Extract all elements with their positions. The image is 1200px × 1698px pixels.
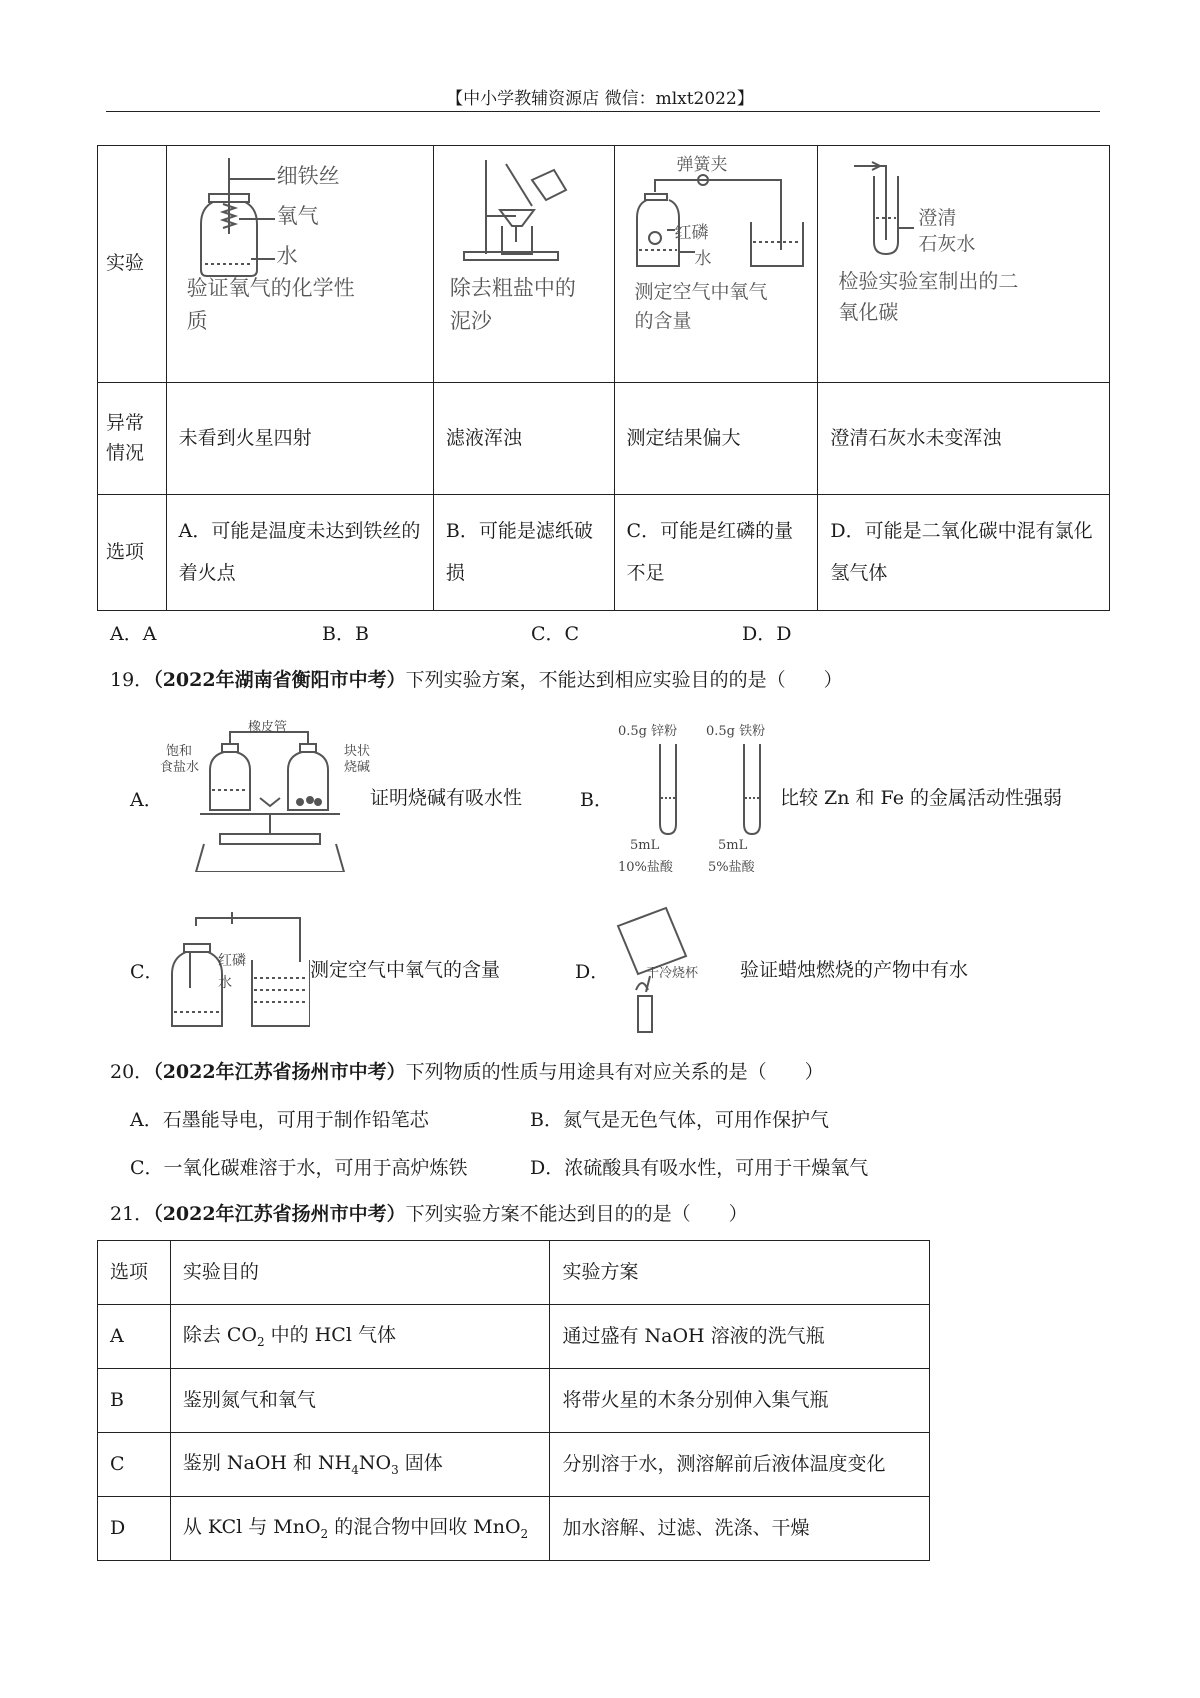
label-cold-beaker: 干冷烧杯: [646, 966, 699, 981]
experiment-cell-b: [433, 146, 614, 383]
abnormal-d: 澄清石灰水未变浑浊: [818, 383, 1110, 495]
experiment-caption-a: 验证氧气的化学性质: [186, 276, 355, 333]
q18-choice-b[interactable]: B．B: [322, 623, 369, 645]
abnormal-b: 滤液浑浊: [433, 383, 614, 495]
row-b-option: B: [98, 1369, 171, 1433]
row-d-goal: 从 KCl 与 MnO$_2$ 的混合物中回收 MnO$_2$: [170, 1497, 550, 1561]
q21-table: [97, 1240, 930, 1561]
row-b-plan: 将带火星的木条分别伸入集气瓶: [550, 1369, 930, 1433]
q18-choice-a[interactable]: A．A: [110, 623, 157, 645]
label-water-19c: 水: [218, 975, 232, 991]
label-red-phosphorus-c: 红磷: [218, 953, 246, 969]
row-a-plan: 通过盛有 NaOH 溶液的洗气瓶: [550, 1305, 930, 1369]
q19-stem: [110, 666, 843, 695]
label-clear: 澄清: [918, 207, 957, 229]
header-divider: [106, 111, 1100, 112]
header-option: 选项: [98, 1241, 171, 1305]
q21-number: 21．: [110, 1203, 154, 1225]
experiment-cell-c: [614, 146, 818, 383]
header-goal: 实验目的: [170, 1241, 550, 1305]
abnormal-c: 测定结果偏大: [614, 383, 818, 495]
q18-choice-d[interactable]: D．D: [742, 623, 792, 645]
q19-number: 19．: [110, 669, 154, 691]
label-iron-wire: 细铁丝: [276, 164, 340, 188]
row-b-goal: 鉴别氮气和氧气: [170, 1369, 550, 1433]
experiment-caption-b: 除去粗盐中的泥沙: [449, 276, 576, 333]
page-header: 【中小学教辅资源店 微信：mlxt2022】: [446, 89, 754, 109]
experiment-caption-c: 测定空气中氧气的含量: [634, 281, 768, 333]
test-tubes-diagram: [630, 740, 800, 850]
label-5ml-b: 5mL: [718, 838, 748, 853]
q19-option-a-letter[interactable]: A．: [130, 789, 163, 811]
filtration-diagram: [434, 146, 604, 382]
label-saturated: 饱和: [166, 744, 193, 759]
q19-option-d-text[interactable]: 验证蜡烛燃烧的产物中有水: [740, 959, 969, 981]
label-oxygen: 氧气: [276, 204, 319, 228]
label-spring-clamp: 弹簧夹: [676, 155, 728, 175]
experiment-cell-d: [818, 146, 1110, 383]
q20-option-c[interactable]: C．一氧化碳难溶于水，可用于高炉炼铁: [130, 1157, 468, 1179]
label-rubber-tube: 橡皮管: [248, 720, 288, 735]
header-plan: 实验方案: [550, 1241, 930, 1305]
experiment-cell-a: [166, 146, 433, 383]
row-d-plan: 加水溶解、过滤、洗涤、干燥: [550, 1497, 930, 1561]
abnormal-a: 未看到火星四射: [166, 383, 433, 495]
q20-option-a[interactable]: A．石墨能导电，可用于制作铅笔芯: [130, 1109, 429, 1131]
row-c-goal: 鉴别 NaOH 和 $NH_4NO_3$ 固体: [170, 1433, 550, 1497]
row-c-plan: 分别溶于水，测溶解前后液体温度变化: [550, 1433, 930, 1497]
label-salt-water: 食盐水: [160, 760, 200, 775]
q18-choice-c[interactable]: C．C: [531, 623, 580, 645]
row-c-option: C: [98, 1433, 171, 1497]
q20-number: 20．: [110, 1061, 154, 1083]
q20-option-b[interactable]: B．氮气是无色气体，可用作保护气: [530, 1109, 829, 1131]
q19-option-d-letter[interactable]: D．: [575, 961, 610, 983]
limewater-test-diagram: [818, 146, 1093, 382]
q21-source: （2022年江苏省扬州市中考）: [153, 1203, 406, 1225]
table-row: [98, 1433, 930, 1497]
row-d-option: D: [98, 1497, 171, 1561]
option-b: B．可能是滤纸破损: [433, 495, 614, 611]
row-label-option: 选项: [98, 495, 167, 611]
experiment-caption-d: 检验实验室制出的二氧化碳: [838, 269, 1019, 324]
row-label-abnormal: 异常情况: [98, 383, 167, 495]
label-caustic-soda: 烧碱: [344, 760, 371, 775]
label-water-c: 水: [694, 249, 712, 269]
q20-option-d[interactable]: D．浓硫酸具有吸水性，可用于干燥氧气: [530, 1157, 869, 1179]
label-5-hcl: 5%盐酸: [708, 860, 755, 875]
table-row: [98, 1305, 930, 1369]
q20-source: （2022年江苏省扬州市中考）: [153, 1061, 406, 1083]
option-c: C．可能是红磷的量不足: [614, 495, 818, 611]
q19-source: （2022年湖南省衡阳市中考）: [153, 669, 406, 691]
table-header-row: [98, 1241, 930, 1305]
q21-question: 下列实验方案不能达到目的的是（ ）: [405, 1203, 748, 1225]
label-water: 水: [276, 244, 298, 268]
q21-stem: [110, 1200, 748, 1229]
q19-option-c-letter[interactable]: C．: [130, 961, 164, 983]
q18-table: [97, 145, 1110, 611]
option-d: D．可能是二氧化碳中混有氯化氢气体: [818, 495, 1110, 611]
row-a-option: A: [98, 1305, 171, 1369]
label-10-hcl: 10%盐酸: [618, 860, 673, 875]
q19-question: 下列实验方案，不能达到相应实验目的的是（ ）: [405, 669, 843, 691]
label-5ml-a: 5mL: [630, 838, 660, 853]
q20-stem: [110, 1058, 824, 1087]
q20-question: 下列物质的性质与用途具有对应关系的是（ ）: [405, 1061, 824, 1083]
q19-option-a-text[interactable]: 证明烧碱有吸水性: [370, 787, 523, 809]
label-zinc-powder: 0.5g 锌粉: [618, 724, 678, 739]
label-iron-powder: 0.5g 铁粉: [706, 724, 766, 739]
q19-option-b-letter[interactable]: B．: [580, 789, 613, 811]
row-label-experiment: 实验: [98, 146, 167, 383]
row-a-goal: 除去 $CO_2$ 中的 HCl 气体: [170, 1305, 550, 1369]
q19-option-b-text[interactable]: 比较 Zn 和 Fe 的金属活动性强弱: [780, 787, 1062, 809]
table-row: [98, 1497, 930, 1561]
q19-option-c-text[interactable]: 测定空气中氧气的含量: [310, 959, 501, 981]
table-row: [98, 1369, 930, 1433]
label-red-phosphorus: 红磷: [674, 223, 709, 243]
label-limewater: 石灰水: [918, 233, 976, 255]
label-lump: 块状: [344, 744, 371, 759]
option-a: A．可能是温度未达到铁丝的着火点: [166, 495, 433, 611]
